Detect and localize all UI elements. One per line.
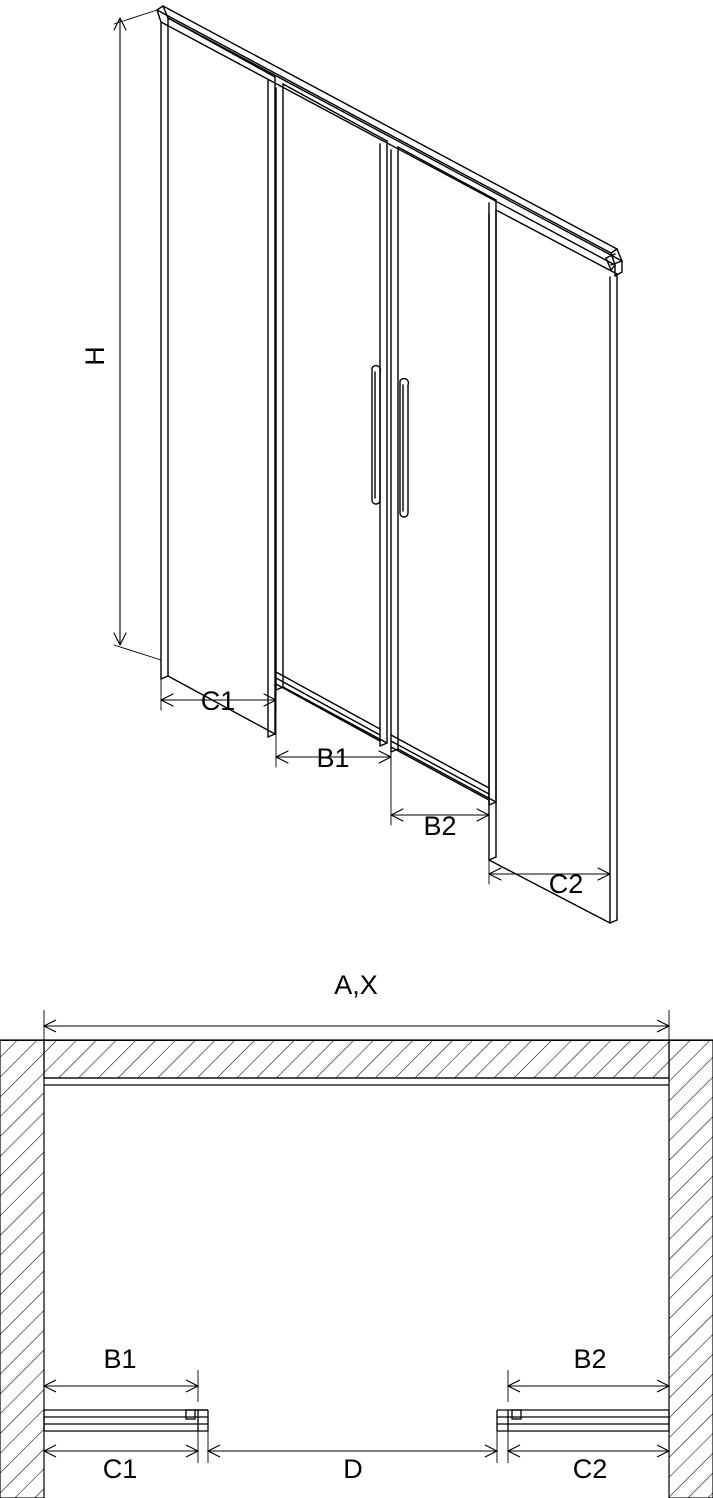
top-plan-view: [0, 958, 713, 1498]
plan-geometry: [44, 1078, 669, 1431]
door-b1: [276, 84, 387, 746]
panel-c1: [161, 18, 275, 737]
label-b2-elevation: B2: [423, 811, 457, 841]
label-c1-elevation: C1: [200, 686, 236, 716]
label-c2-plan: C2: [572, 1454, 608, 1484]
dimension-b2-plan: [508, 1370, 669, 1402]
door-b2: [391, 147, 496, 805]
label-c2-elevation: C2: [548, 869, 584, 899]
label-c1-plan: C1: [102, 1454, 138, 1484]
panel-c2: [489, 210, 617, 923]
label-b1-elevation: B1: [316, 743, 350, 773]
label-b1-plan: B1: [103, 1344, 137, 1374]
label-d-plan: D: [343, 1454, 363, 1484]
top-rail: [157, 6, 622, 276]
dimension-h: [114, 10, 161, 660]
label-height: H: [80, 346, 110, 366]
label-ax: A,X: [334, 970, 378, 1000]
dimension-b1-plan: [44, 1370, 198, 1402]
label-b2-plan: B2: [573, 1344, 607, 1374]
dimension-ax: [44, 1010, 669, 1040]
wall-hatching: [0, 1040, 713, 1498]
door-handles: [372, 366, 408, 517]
